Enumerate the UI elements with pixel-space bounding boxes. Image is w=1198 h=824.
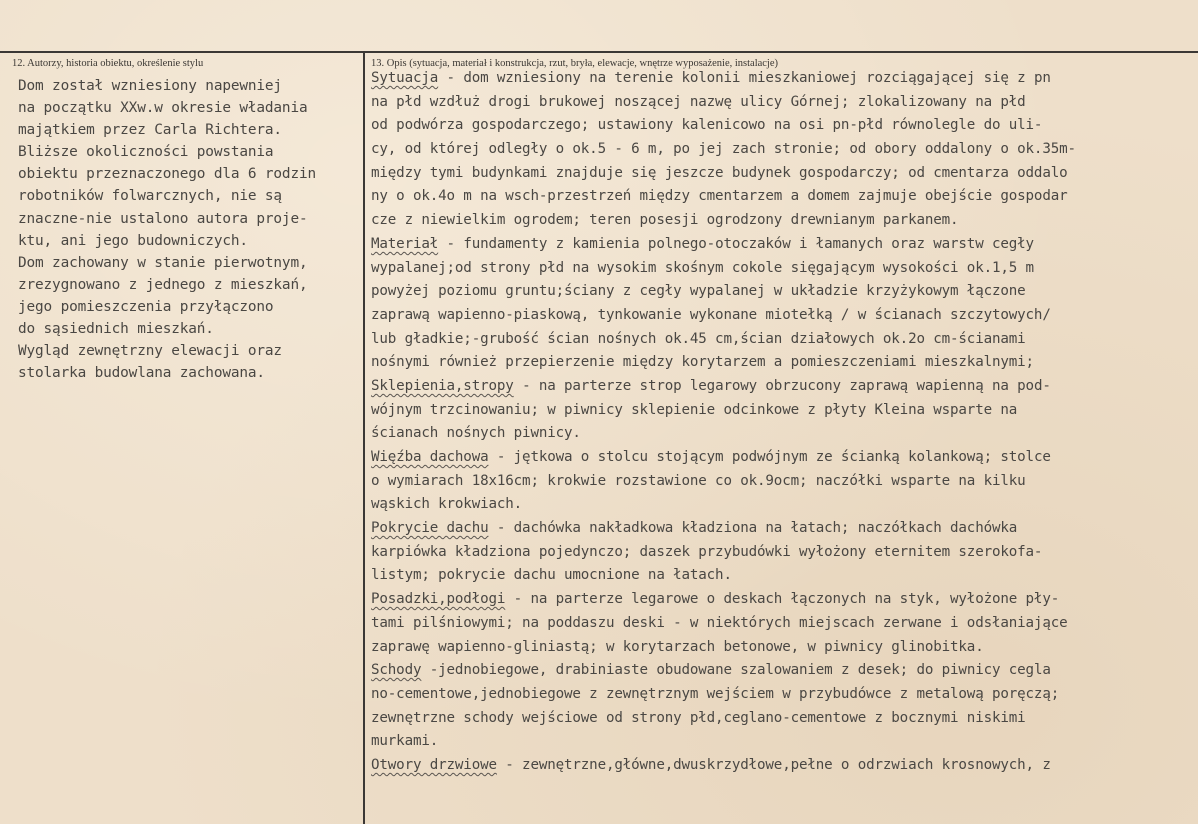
text-line: Dom zachowany w stanie pierwotnym, <box>18 254 308 271</box>
text-line <box>371 114 1191 138</box>
line-text: - dom wzniesiony na terenie kolonii mieszkaniowej rozciągającej się z pn <box>438 70 1051 86</box>
section-13-heading: 13. Opis (sytuacja, materiał i konstrukcja, rzut, bryła, elewacje, wnętrze wyposażenie, instalacje) <box>371 58 779 69</box>
line-text: zaprawę wapienno-gliniastą; w korytarzach betonowe, w piwnicy glinobitka. <box>371 638 984 655</box>
horizontal-rule <box>0 51 1198 53</box>
line-text: - jętkowa o stolcu stojącym podwójnym ze ścianką kolankową; stolce <box>488 449 1051 465</box>
line-text: listym; pokrycie dachu umocnione na łatach. <box>371 567 732 584</box>
line-text: no-cementowe,jednobiegowe z zewnętrznym wejściem w przybudówce z metalową poręczą; <box>371 685 1060 702</box>
line-text: - na parterze legarowe o deskach łączonych na styk, wyłożone pły- <box>505 591 1060 608</box>
text-line <box>371 257 1191 281</box>
section-keyword: Pokrycie dachu <box>371 520 489 537</box>
line-text: wąskich krokwiach. <box>371 496 523 513</box>
text-line <box>371 541 1191 565</box>
line-text: wypalanej;od strony płd na wysokim skośnym cokole sięgającym wysokości ok.1,5 m <box>371 259 1034 276</box>
text-line: Bliższe okoliczności powstania <box>18 144 274 161</box>
text-line: robotników folwarcznych, nie są <box>18 188 282 205</box>
text-line: majątkiem przez Carla Richtera. <box>18 122 282 139</box>
text-line: znaczne-nie ustalono autora proje- <box>18 210 308 227</box>
line-text: - na parterze strop legarowy obrzucony zaprawą wapienną na pod- <box>513 377 1051 394</box>
text-line <box>371 162 1191 186</box>
line-text: ny o ok.4o m na wsch-przestrzeń między cmentarzem a domem zajmuje obejście gospodar <box>371 188 1068 205</box>
text-line: ktu, ani jego budowniczych. <box>18 232 248 249</box>
text-line <box>371 91 1191 115</box>
text-line: stolarka budowlana zachowana. <box>18 365 265 382</box>
line-text: od podwórza gospodarczego; ustawiony kalenicowo na osi pn-płd równolegle do uli- <box>371 117 1043 134</box>
text-line <box>371 517 1191 541</box>
line-text: na płd wzdłuż drogi brukowej noszącej nazwę ulicy Górnej; zlokalizowany na płd <box>371 93 1026 110</box>
text-line <box>371 588 1191 612</box>
text-line <box>371 399 1191 423</box>
text-line: zrezygnowano z jednego z mieszkań, <box>18 276 308 293</box>
line-text: między tymi budynkami znajduje się jeszcze budynek gospodarczy; od cmentarza oddalo <box>371 164 1068 181</box>
authors-history-column <box>18 75 363 384</box>
text-line <box>371 659 1191 683</box>
line-text: wójnym trzcinowaniu; w piwnicy sklepienie odcinkowe z płyty Kleina wsparte na <box>371 401 1018 418</box>
text-line <box>371 564 1191 588</box>
text-line <box>371 754 1191 778</box>
text-line <box>371 493 1191 517</box>
text-line <box>371 351 1191 375</box>
section-12-heading: 12. Autorzy, historia obiektu, określenie stylu <box>12 58 204 69</box>
line-text: murkami. <box>371 733 439 750</box>
line-text: o wymiarach 18x16cm; krokwie rozstawione co ok.9ocm; naczółki wsparte na kilku <box>371 472 1026 489</box>
line-text: zewnętrzne schody wejściowe od strony płd,ceglano-cementowe z bocznymi niskimi <box>371 709 1026 726</box>
line-text: ścianach nośnych piwnicy. <box>371 425 581 442</box>
section-keyword: Więźba dachowa <box>371 449 489 465</box>
text-line <box>371 280 1191 304</box>
text-line: Dom został wzniesiony napewniej <box>18 78 282 94</box>
section-keyword: Materiał <box>371 235 439 252</box>
text-line <box>371 375 1191 399</box>
text-line <box>371 209 1191 233</box>
text-line <box>371 67 1191 91</box>
text-line: Wygląd zewnętrzny elewacji oraz <box>18 343 282 360</box>
text-line: obiektu przeznaczonego dla 6 rodzin <box>18 166 316 183</box>
text-line <box>371 233 1191 257</box>
text-line <box>371 328 1191 352</box>
text-line <box>371 446 1191 470</box>
line-text: - zewnętrzne,główne,dwuskrzydłowe,pełne o odrzwiach krosnowych, z <box>496 756 1051 773</box>
text-line <box>371 612 1191 636</box>
section-keyword: Sytuacja <box>371 70 439 86</box>
section-keyword: Schody <box>371 662 422 679</box>
text-line <box>371 470 1191 494</box>
line-text: -jednobiegowe, drabiniaste obudowane szalowaniem z desek; do piwnicy cegla <box>421 662 1051 679</box>
section-keyword: Sklepienia,stropy <box>371 377 514 394</box>
line-text: - dachówka nakładkowa kładziona na łatach; naczółkach dachówka <box>488 520 1018 537</box>
text-line <box>371 138 1191 162</box>
text-line: do sąsiednich mieszkań. <box>18 321 214 338</box>
line-text: - fundamenty z kamienia polnego-otoczaków i łamanych oraz warstw cegły <box>438 235 1034 252</box>
text-line <box>371 730 1191 754</box>
line-text: tami pilśniowymi; na poddaszu deski - w niektórych miejscach zerwane i odsłaniające <box>371 614 1068 631</box>
line-text: karpiówka kładziona pojedynczo; daszek przybudówki wyłożony eternitem szerokofa- <box>371 543 1043 560</box>
text-line <box>371 304 1191 328</box>
column-divider <box>363 51 365 824</box>
line-text: cze z niewielkim ogrodem; teren posesji ogrodzony drewnianym parkanem. <box>371 212 959 229</box>
line-text: powyżej poziomu gruntu;ściany z cegły wypalanej w układzie krzyżykowym łączone <box>371 283 1026 300</box>
text-line <box>371 683 1191 707</box>
section-keyword: Posadzki,podłogi <box>371 591 506 608</box>
text-line <box>371 636 1191 660</box>
line-text: nośnymi również przepierzenie między korytarzem a pomieszczeniami mieszkalnymi; <box>371 354 1034 371</box>
description-column <box>371 67 1191 778</box>
line-text: cy, od której odległy o ok.5 - 6 m, po jej zach stronie; od obory oddalony o ok.35m- <box>371 141 1076 158</box>
text-line <box>371 422 1191 446</box>
line-text: lub gładkie;-grubość ścian nośnych ok.45 cm,ścian działowych ok.2o cm-ścianami <box>371 330 1026 347</box>
line-text: zaprawą wapienno-piaskową, tynkowanie wykonane miotełką / w ścianach szczytowych/ <box>371 306 1051 323</box>
text-line: jego pomieszczenia przyłączono <box>18 298 274 315</box>
text-line <box>371 185 1191 209</box>
text-line: na początku XXw.w okresie władania <box>18 100 308 117</box>
text-line <box>371 707 1191 731</box>
section-keyword: Otwory drzwiowe <box>371 756 497 773</box>
